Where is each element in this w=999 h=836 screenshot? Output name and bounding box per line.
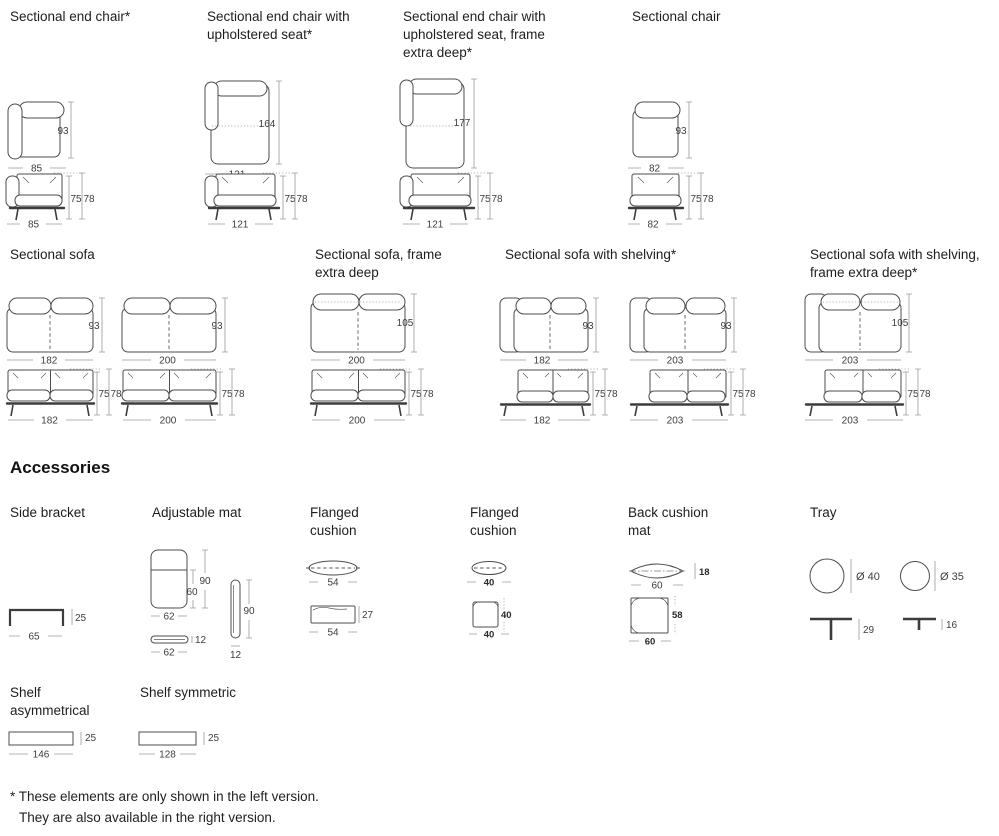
- back-cushion-mat-drawing: [623, 554, 748, 654]
- dim-height-1: 75: [907, 389, 919, 400]
- shelf-title-symmetric: Shelf symmetric: [140, 685, 237, 700]
- dim-width: 146: [32, 749, 50, 761]
- dim-side-width: 62: [163, 647, 175, 659]
- dim-side-thickness: 12: [195, 635, 207, 646]
- dim-width: 200: [348, 355, 365, 367]
- dim-width: 82: [647, 219, 659, 231]
- dim-rect-height: 58: [672, 610, 683, 621]
- dim-height-2: 78: [110, 389, 122, 400]
- dim-depth: 93: [88, 321, 100, 332]
- dim-width: 182: [41, 415, 58, 427]
- dim-upright-height: 90: [243, 606, 255, 617]
- dim-depth: 177: [453, 118, 471, 129]
- dim-width: 121: [426, 219, 444, 231]
- dim-height-2: 78: [606, 389, 618, 400]
- dim-height-1: 75: [284, 194, 296, 205]
- module-title-sofa-shelving-deep: Sectional sofa with shelving, frame extra deep*: [810, 247, 980, 280]
- dim-inner-height: 60: [186, 587, 198, 598]
- dim-rect-height: 40: [501, 610, 512, 621]
- dim-depth: 105: [396, 318, 414, 329]
- sofa-shelving-deep-top-view-drawing: [803, 284, 933, 370]
- dim-height-2: 78: [491, 194, 503, 205]
- dim-depth: 105: [891, 318, 909, 329]
- dim-depth: 93: [582, 321, 594, 332]
- shelf-title-asymmetrical: Shelf asymmetrical: [10, 685, 90, 718]
- flanged-cushion-b-drawing: [463, 554, 575, 650]
- dim-depth: 93: [57, 126, 69, 137]
- sofa-shelving-182-front-view-drawing: [498, 364, 618, 426]
- dim-height: 25: [75, 613, 87, 624]
- sofa-shelving-deep-front-view-drawing: [803, 364, 931, 426]
- dim-height-2: 78: [744, 389, 756, 400]
- dim-rect-width: 60: [644, 636, 656, 648]
- dim-width: 200: [159, 415, 177, 427]
- accessory-title-side-bracket: Side bracket: [10, 505, 86, 520]
- dim-top-width: 62: [163, 611, 175, 623]
- dim-rect-height: 27: [362, 610, 374, 621]
- end-chair-top-view-drawing: [6, 96, 90, 178]
- dim-height-1: 75: [594, 389, 606, 400]
- dim-diameter-large: Ø 40: [856, 571, 880, 583]
- dim-height-2: 78: [83, 194, 95, 205]
- accessories-heading: Accessories: [10, 458, 111, 477]
- dim-height-1: 75: [70, 194, 82, 205]
- footnote-line-2: They are also available in the right version.: [19, 810, 276, 825]
- dim-width: 182: [533, 355, 551, 367]
- dim-height-2: 78: [296, 194, 308, 205]
- end-chair-upholstered-front-view-drawing: [203, 168, 313, 230]
- sofa-shelving-203-front-view-drawing: [628, 364, 756, 426]
- accessory-title-adjustable-mat: Adjustable mat: [152, 505, 242, 520]
- dim-width: 82: [648, 163, 661, 175]
- tray-drawing: [803, 550, 988, 645]
- dim-height-1: 75: [410, 389, 422, 400]
- accessory-title-back-cushion-mat: Back cushion mat: [628, 505, 709, 538]
- dim-width: 182: [533, 415, 551, 427]
- accessory-title-flanged-cushion-b: Flanged cushion: [470, 505, 519, 538]
- dim-height-2: 78: [422, 389, 434, 400]
- sofa-shelving-203-top-view-drawing: [628, 288, 756, 368]
- module-title-sectional-chair: Sectional chair: [632, 9, 721, 24]
- footnote-line-1: * These elements are only shown in the left version.: [10, 789, 319, 804]
- end-chair-front-view-drawing: [4, 168, 100, 230]
- shelf-symmetric-drawing: [136, 726, 254, 766]
- dim-width: 85: [27, 219, 40, 231]
- dim-rect-width: 54: [327, 627, 339, 639]
- module-title-sofa-shelving: Sectional sofa with shelving*: [505, 247, 677, 262]
- dim-upright-width: 12: [229, 650, 242, 661]
- dim-width: 203: [666, 415, 684, 427]
- accessory-title-flanged-cushion-a: Flanged cushion: [310, 505, 359, 538]
- footnote: [10, 786, 610, 828]
- dim-height-large: 29: [863, 625, 875, 636]
- module-title-end-chair-upholstered: Sectional end chair with upholstered seat*: [207, 9, 350, 42]
- dim-oval-thickness: 18: [699, 567, 710, 578]
- dim-rect-width: 40: [483, 629, 495, 641]
- sectional-chair-top-view-drawing: [626, 96, 710, 178]
- dim-width: 85: [30, 163, 43, 175]
- sofa-182-front-view-drawing: [4, 364, 124, 426]
- dim-height: 25: [208, 733, 220, 744]
- dim-depth: 93: [675, 126, 687, 137]
- flanged-cushion-a-drawing: [303, 554, 415, 646]
- sofa-200-top-view-drawing: [119, 288, 243, 368]
- sofa-deep-top-view-drawing: [308, 284, 436, 370]
- dim-height-1: 75: [690, 194, 702, 205]
- dim-width: 200: [348, 415, 366, 427]
- sofa-deep-front-view-drawing: [308, 364, 436, 426]
- dim-oval-width: 60: [651, 580, 663, 592]
- shelf-asymmetrical-drawing: [6, 726, 131, 766]
- dim-width: 65: [28, 631, 40, 643]
- dim-height-small: 16: [946, 620, 958, 631]
- dim-height: 25: [85, 733, 97, 744]
- module-title-sofa-deep: Sectional sofa, frame extra deep: [315, 247, 442, 280]
- sectional-chair-front-view-drawing: [626, 168, 722, 230]
- dim-width: 203: [666, 355, 684, 367]
- dim-width: 128: [159, 749, 176, 761]
- module-title-sectional-sofa: Sectional sofa: [10, 247, 95, 262]
- dim-height-2: 78: [702, 194, 714, 205]
- side-bracket-drawing: [6, 596, 101, 644]
- dim-diameter-small: Ø 35: [940, 571, 964, 583]
- dim-outer-height: 90: [199, 576, 211, 587]
- dim-height-1: 75: [732, 389, 744, 400]
- dim-height-1: 75: [221, 389, 233, 400]
- dim-oval-width: 40: [483, 577, 495, 589]
- dim-depth: 93: [211, 321, 223, 332]
- dim-depth: 93: [720, 321, 732, 332]
- dim-width: 121: [231, 219, 249, 231]
- dim-width: 200: [159, 355, 176, 367]
- sofa-182-top-view-drawing: [4, 288, 120, 368]
- module-title-end-chair-upholstered-deep: Sectional end chair with upholstered seat, frame extra deep*: [403, 9, 546, 60]
- dim-depth: 164: [258, 119, 276, 130]
- end-chair-upholstered-deep-front-view-drawing: [398, 168, 508, 230]
- sofa-shelving-182-top-view-drawing: [498, 288, 618, 368]
- accessory-title-tray: Tray: [810, 505, 837, 520]
- dim-width: 203: [841, 415, 859, 427]
- dim-oval-width: 54: [327, 577, 339, 589]
- module-title-end-chair: Sectional end chair*: [10, 9, 131, 24]
- sofa-200-front-view-drawing: [119, 364, 247, 426]
- dim-height-2: 78: [919, 389, 931, 400]
- dim-width: 203: [841, 355, 859, 367]
- dim-height-1: 75: [98, 389, 110, 400]
- end-chair-upholstered-top-view-drawing: [203, 76, 303, 180]
- dim-height-1: 75: [479, 194, 491, 205]
- dim-width: 182: [40, 355, 58, 367]
- adjustable-mat-drawing: [143, 546, 303, 664]
- dim-height-2: 78: [233, 389, 245, 400]
